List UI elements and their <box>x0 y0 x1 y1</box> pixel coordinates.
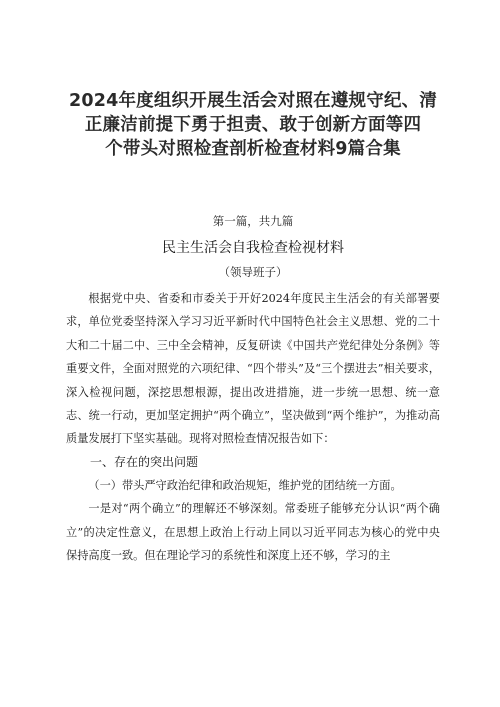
document-title <box>66 89 440 161</box>
title-line-2: 正廉洁前提下勇于担责、敢于创新方面等四 <box>84 115 422 135</box>
part-label: 第一篇，共九篇 <box>212 214 294 228</box>
leader-label: （领导班子） <box>218 265 288 279</box>
title-line-1: 2024年度组织开展生活会对照在遵规守纪、清 <box>68 91 438 111</box>
paragraph-two-establishments: 一是对“两个确立”的理解还不够深刻。常委班子能够充分认识“两个确立”的决定性意义，在思想上政治上行动上同以习近平同志为核心的党中央保持高度一致。但在理论学习的系统性和深度上还不够，学习的主 <box>66 502 440 563</box>
title-line-3: 个带头对照检查剖析检查材料9篇合集 <box>105 139 401 159</box>
section-heading: 民主生活会自我检查检视材料 <box>162 240 344 256</box>
intro-paragraph: 根据党中央、省委和市委关于开好2024年度民主生活会的有关部署要求，单位党委坚持深入学习习近平新时代中国特色社会主义思想、党的二十大和二十届二中、三中全会精神，反复研读《中国共产党纪律处分条例》等重要文件，全面对照党的六项纪律、“四个带头”及“三个摆进去”相关要求，深入检视问题，深挖思想根源，提出改进措施，进一步统一思想、统一意志、统一行动，更加坚定拥护“两个确立”，坚决做到“两个维护”，为推动高质量发展打下坚实基础。现将对照检查情况报告如下： <box>66 292 440 446</box>
section-header <box>66 213 440 280</box>
sub-heading-political-discipline: （一）带头严守政治纪律和政治规矩，维护党的团结统一方面。 <box>88 478 402 492</box>
heading-existing-problems: 一、存在的突出问题 <box>90 454 199 469</box>
